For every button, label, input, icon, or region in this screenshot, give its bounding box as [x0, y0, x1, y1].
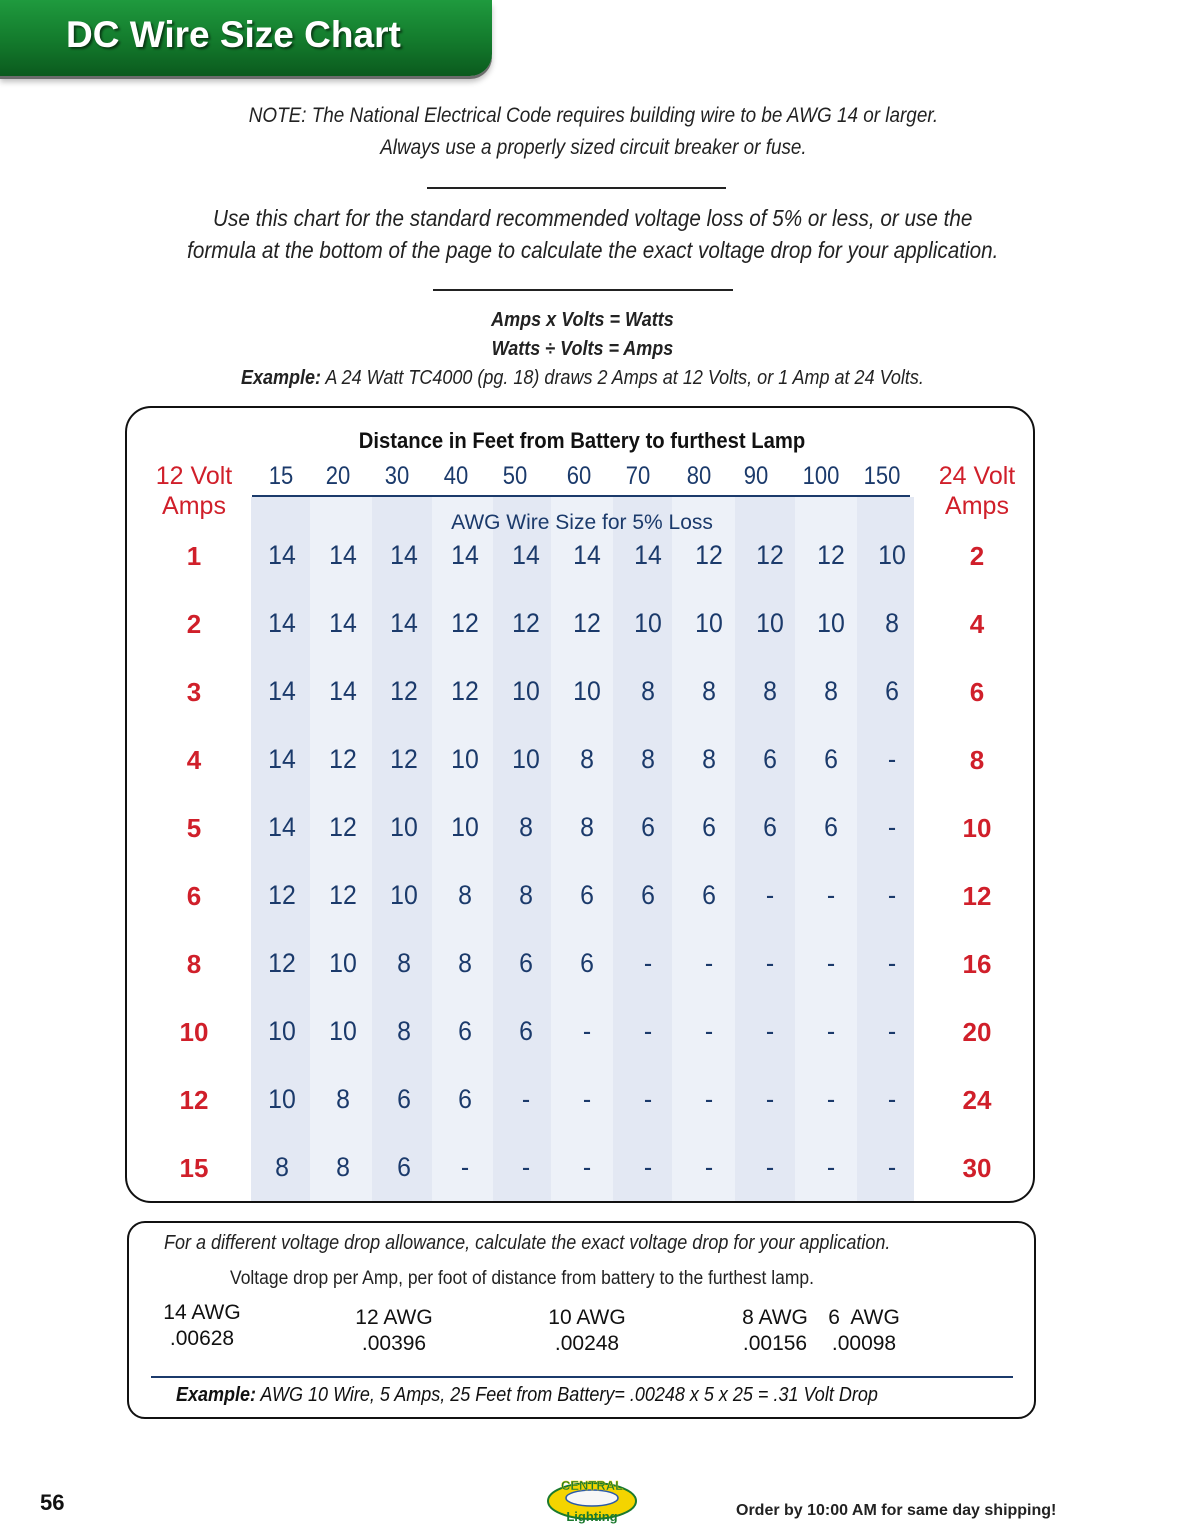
- amps-24v: 2: [969, 541, 985, 571]
- page-number: 56: [40, 1490, 65, 1515]
- wire-size-cell: 12: [512, 608, 540, 638]
- distance-header: 20: [325, 462, 351, 490]
- wire-size-cell: -: [826, 880, 836, 910]
- wire-size-cell: 8: [397, 948, 411, 978]
- calc-example: [176, 1384, 878, 1407]
- example-label: Example:: [240, 367, 321, 389]
- wire-size-cell: 10: [329, 1016, 357, 1046]
- wire-size-cell: 12: [695, 540, 723, 570]
- wire-size-cell: -: [765, 1084, 775, 1114]
- amps-12v: 10: [179, 1017, 209, 1047]
- usage-note-1: Use this chart for the standard recommended voltage loss of 5% or less, or use the: [213, 205, 973, 231]
- right-header-amps: Amps: [945, 492, 1009, 520]
- distance-header: 70: [625, 462, 651, 490]
- wire-size-cell: 6: [824, 812, 838, 842]
- calc-example-label: Example:: [176, 1384, 257, 1406]
- wire-size-cell: 14: [573, 540, 601, 570]
- distance-header: 60: [566, 462, 592, 490]
- wire-size-cell: -: [887, 1016, 897, 1046]
- wire-size-cell: 10: [390, 880, 418, 910]
- wire-size-cell: 6: [885, 676, 899, 706]
- gauge-entry: [160, 1300, 244, 1352]
- wire-size-cell: 8: [641, 744, 655, 774]
- wire-size-cell: -: [582, 1152, 592, 1182]
- wire-size-cell: 8: [275, 1152, 289, 1182]
- divider: [427, 187, 726, 189]
- gauge-value: .00628: [169, 1327, 235, 1350]
- amps-24v: 30: [962, 1153, 992, 1183]
- wire-size-cell: -: [826, 1084, 836, 1114]
- wire-size-cell: 12: [573, 608, 601, 638]
- wire-size-cell: 12: [390, 676, 418, 706]
- amps-12v: 6: [186, 881, 202, 911]
- wire-size-cell: 8: [885, 608, 899, 638]
- wire-size-cell: 12: [451, 608, 479, 638]
- wire-size-cell: 8: [641, 676, 655, 706]
- wire-size-cell: -: [643, 1152, 653, 1182]
- formula-example: [58, 367, 1107, 390]
- amps-24v: 20: [962, 1017, 992, 1047]
- distance-header: 90: [743, 462, 769, 490]
- wire-size-cell: 10: [878, 540, 906, 570]
- amps-24v: 10: [962, 813, 992, 843]
- amps-12v: 5: [186, 813, 202, 843]
- wire-size-cell: 10: [573, 676, 601, 706]
- right-header-volt: 24 Volt: [938, 462, 1016, 490]
- gauge-label: 12 AWG: [355, 1306, 433, 1329]
- distance-underline: [252, 495, 910, 497]
- wire-size-cell: 12: [329, 812, 357, 842]
- wire-size-cell: 8: [397, 1016, 411, 1046]
- wire-size-cell: 8: [702, 676, 716, 706]
- wire-size-cell: 12: [817, 540, 845, 570]
- wire-size-cell: -: [765, 880, 775, 910]
- amps-24v: 16: [962, 949, 992, 979]
- wire-size-cell: 8: [458, 880, 472, 910]
- wire-size-cell: -: [826, 948, 836, 978]
- wire-size-cell: 6: [702, 812, 716, 842]
- amps-12v: 2: [186, 609, 202, 639]
- wire-size-cell: 8: [763, 676, 777, 706]
- distance-header: 50: [502, 462, 528, 490]
- wire-size-cell: 14: [268, 608, 296, 638]
- wire-size-cell: 10: [817, 608, 845, 638]
- shipping-note: Order by 10:00 AM for same day shipping!: [736, 1502, 1057, 1519]
- formula-amps: Watts ÷ Volts = Amps: [491, 338, 674, 360]
- left-header-amps: Amps: [162, 492, 226, 520]
- wire-size-cell: 8: [458, 948, 472, 978]
- distance-header: 100: [802, 462, 840, 490]
- wire-size-cell: 6: [580, 880, 594, 910]
- wire-size-cell: 8: [336, 1152, 350, 1182]
- wire-size-cell: 8: [519, 880, 533, 910]
- wire-size-cell: 8: [580, 812, 594, 842]
- gauge-label: 10 AWG: [548, 1306, 626, 1329]
- wire-size-cell: -: [826, 1152, 836, 1182]
- wire-size-cell: 8: [824, 676, 838, 706]
- wire-size-cell: 12: [756, 540, 784, 570]
- wire-size-cell: 6: [397, 1084, 411, 1114]
- nec-note: NOTE: The National Electrical Code requires building wire to be AWG 14 or larger.: [248, 104, 939, 127]
- breaker-note: Always use a properly sized circuit breaker or fuse.: [380, 136, 807, 159]
- wire-size-cell: 10: [756, 608, 784, 638]
- wire-size-cell: 12: [268, 880, 296, 910]
- wire-size-cell: 10: [512, 676, 540, 706]
- divider: [433, 289, 733, 291]
- wire-size-cell: -: [765, 1016, 775, 1046]
- wire-size-cell: -: [521, 1084, 531, 1114]
- awg-subheader: AWG Wire Size for 5% Loss: [451, 511, 713, 534]
- example-text: A 24 Watt TC4000 (pg. 18) draws 2 Amps at 12 Volts, or 1 Amp at 24 Volts.: [320, 367, 924, 389]
- calc-divider: [151, 1376, 1013, 1378]
- wire-size-cell: 8: [336, 1084, 350, 1114]
- wire-size-cell: 12: [329, 744, 357, 774]
- gauge-entry: [545, 1305, 629, 1357]
- wire-size-cell: -: [765, 948, 775, 978]
- gauge-label: 8 AWG: [742, 1306, 808, 1329]
- wire-size-cell: 8: [519, 812, 533, 842]
- wire-size-cell: -: [887, 1152, 897, 1182]
- amps-24v: 24: [962, 1085, 992, 1115]
- wire-size-cell: 10: [451, 812, 479, 842]
- wire-size-cell: 10: [512, 744, 540, 774]
- wire-size-cell: 14: [390, 608, 418, 638]
- distance-header: 80: [686, 462, 712, 490]
- wire-size-cell: -: [460, 1152, 470, 1182]
- wire-size-cell: 6: [763, 812, 777, 842]
- amps-24v: 8: [969, 745, 985, 775]
- wire-size-cell: 10: [390, 812, 418, 842]
- calc-example-text: AWG 10 Wire, 5 Amps, 25 Feet from Battery= .00248 x 5 x 25 = .31 Volt Drop: [256, 1384, 878, 1406]
- wire-size-cell: 6: [458, 1016, 472, 1046]
- wire-size-cell: -: [643, 948, 653, 978]
- wire-size-cell: 10: [268, 1016, 296, 1046]
- wire-size-cell: -: [643, 1084, 653, 1114]
- wire-size-cell: 14: [451, 540, 479, 570]
- amps-12v: 15: [179, 1153, 209, 1183]
- wire-size-cell: 10: [268, 1084, 296, 1114]
- wire-size-cell: 10: [634, 608, 662, 638]
- wire-size-cell: 6: [824, 744, 838, 774]
- wire-size-cell: 8: [580, 744, 594, 774]
- calc-subtitle: Voltage drop per Amp, per foot of distance from battery to the furthest lamp.: [230, 1268, 814, 1289]
- wire-size-cell: 14: [634, 540, 662, 570]
- wire-size-cell: 6: [397, 1152, 411, 1182]
- formula-watts: Amps x Volts = Watts: [491, 309, 674, 331]
- wire-size-cell: 10: [695, 608, 723, 638]
- wire-size-cell: 12: [451, 676, 479, 706]
- wire-size-cell: 6: [458, 1084, 472, 1114]
- wire-size-cell: -: [704, 1016, 714, 1046]
- distance-header: 30: [384, 462, 410, 490]
- wire-size-cell: 10: [329, 948, 357, 978]
- amps-12v: 3: [186, 677, 202, 707]
- wire-size-cell: 14: [329, 540, 357, 570]
- left-column-header: [150, 461, 238, 521]
- header-banner: [0, 0, 492, 76]
- logo-top-text: CENTRAL: [560, 1478, 624, 1493]
- distance-header: 15: [268, 462, 294, 490]
- gauge-value: .00396: [361, 1332, 427, 1355]
- wire-size-cell: 14: [268, 540, 296, 570]
- wire-size-cell: -: [887, 948, 897, 978]
- wire-size-cell: 14: [512, 540, 540, 570]
- wire-size-cell: -: [582, 1084, 592, 1114]
- amps-12v: 1: [186, 541, 202, 571]
- wire-size-cell: 12: [329, 880, 357, 910]
- wire-size-cell: -: [765, 1152, 775, 1182]
- central-lighting-logo: [535, 1476, 650, 1526]
- wire-size-cell: 14: [268, 812, 296, 842]
- amps-12v: 4: [186, 745, 202, 775]
- gauge-entry: [822, 1305, 906, 1357]
- calc-intro: For a different voltage drop allowance, calculate the exact voltage drop for your application.: [164, 1232, 891, 1254]
- amps-24v: 6: [969, 677, 985, 707]
- wire-size-cell: -: [582, 1016, 592, 1046]
- wire-size-cell: -: [826, 1016, 836, 1046]
- wire-size-cell: 12: [268, 948, 296, 978]
- amps-24v: 12: [962, 881, 992, 911]
- gauge-entry: [738, 1305, 812, 1357]
- amps-12v: 8: [186, 949, 202, 979]
- amps-24v: 4: [969, 609, 985, 639]
- page-title: DC Wire Size Chart: [66, 14, 401, 55]
- wire-size-cell: -: [887, 880, 897, 910]
- left-header-volt: 12 Volt: [155, 462, 233, 490]
- wire-size-cell: 6: [641, 880, 655, 910]
- right-column-header: [930, 461, 1024, 521]
- wire-size-cell: 6: [641, 812, 655, 842]
- wire-size-cell: -: [887, 744, 897, 774]
- gauge-value: .00098: [831, 1332, 897, 1355]
- usage-note-2: formula at the bottom of the page to calculate the exact voltage drop for your application.: [187, 237, 999, 263]
- gauge-label: 6 AWG: [828, 1306, 900, 1329]
- wire-size-cell: 14: [390, 540, 418, 570]
- wire-size-cell: -: [704, 948, 714, 978]
- distance-header: 40: [443, 462, 469, 490]
- chart-title: Distance in Feet from Battery to furthest Lamp: [358, 428, 806, 453]
- gauge-value: .00156: [742, 1332, 808, 1355]
- wire-size-cell: -: [887, 1084, 897, 1114]
- wire-size-cell: 8: [702, 744, 716, 774]
- wire-size-cell: 14: [268, 744, 296, 774]
- wire-size-cell: -: [643, 1016, 653, 1046]
- wire-size-cell: 6: [580, 948, 594, 978]
- wire-size-cell: 14: [329, 608, 357, 638]
- wire-size-cell: 12: [390, 744, 418, 774]
- wire-size-cell: 6: [519, 1016, 533, 1046]
- wire-size-cell: -: [704, 1152, 714, 1182]
- gauge-entry: [352, 1305, 436, 1357]
- gauge-value: .00248: [554, 1332, 620, 1355]
- wire-size-cell: -: [704, 1084, 714, 1114]
- wire-size-cell: 10: [451, 744, 479, 774]
- wire-size-cell: -: [521, 1152, 531, 1182]
- amps-12v: 12: [179, 1085, 209, 1115]
- wire-size-cell: 6: [519, 948, 533, 978]
- wire-size-cell: 14: [329, 676, 357, 706]
- wire-size-cell: -: [887, 812, 897, 842]
- logo-bottom-text: Lighting: [566, 1509, 618, 1524]
- wire-size-cell: 14: [268, 676, 296, 706]
- wire-size-cell: 6: [702, 880, 716, 910]
- wire-size-cell: 6: [763, 744, 777, 774]
- gauge-label: 14 AWG: [163, 1301, 241, 1324]
- distance-header: 150: [863, 462, 901, 490]
